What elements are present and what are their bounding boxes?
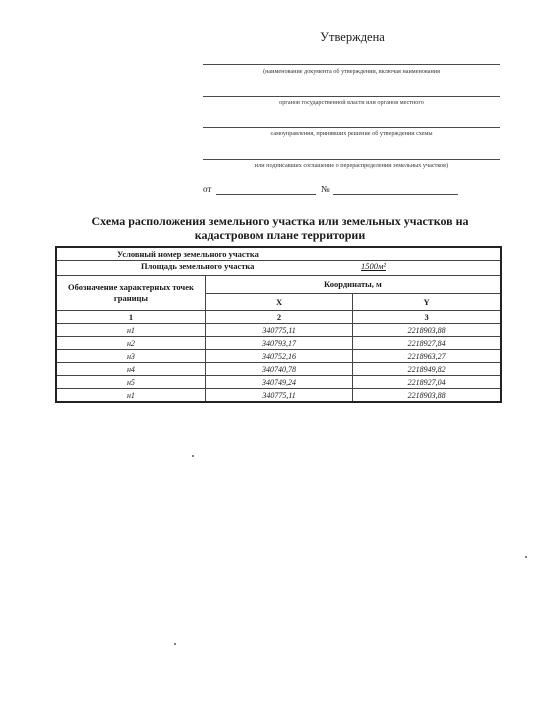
point-cell: н2	[56, 337, 205, 350]
x-cell: 340749,24	[205, 376, 352, 389]
approved-heading: Утверждена	[320, 30, 385, 44]
table-row	[56, 389, 501, 403]
conditional-number-label: Условный номер земельного участка	[56, 247, 501, 261]
point-cell: н1	[56, 324, 205, 337]
point-cell: н4	[56, 363, 205, 376]
approval-line-4	[203, 159, 500, 160]
point-header: Обозначение характерных точек границы	[56, 276, 205, 311]
area-row	[56, 261, 501, 276]
point-cell: н5	[56, 376, 205, 389]
col-number: 1	[56, 311, 205, 324]
number-prefix: №	[321, 184, 330, 194]
scan-speck	[192, 455, 194, 457]
approval-line-3	[203, 127, 500, 128]
date-line	[216, 194, 316, 195]
column-number-row	[56, 311, 501, 324]
header-row-1	[56, 276, 501, 294]
caption-1: (наименование документа об утверждении, включая наименования	[263, 68, 440, 75]
caption-2: органов государственной власти или органов местного	[279, 99, 424, 106]
caption-3: самоуправления, принявших решение об утверждении схемы	[270, 130, 433, 137]
date-number-row	[203, 184, 503, 196]
approval-line-2	[203, 96, 500, 97]
y-cell: 2218927,84	[353, 337, 501, 350]
table-row	[56, 337, 501, 350]
point-cell: н3	[56, 350, 205, 363]
y-cell: 2218927,04	[353, 376, 501, 389]
y-cell: 2218963,27	[353, 350, 501, 363]
table-row	[56, 350, 501, 363]
point-cell: н1	[56, 389, 205, 403]
x-cell: 340740,78	[205, 363, 352, 376]
date-prefix: от	[203, 184, 212, 194]
x-cell: 340775,11	[205, 389, 352, 403]
scan-speck	[525, 556, 527, 558]
caption-4: или подписавших соглашение о перераспределении земельных участков)	[254, 162, 449, 169]
title-line-1: Схема расположения земельного участка или земельных участков на	[91, 214, 469, 228]
col-number: 2	[205, 311, 352, 324]
y-cell: 2218903,88	[353, 324, 501, 337]
scan-speck	[174, 643, 176, 645]
coords-header: Координаты, м	[205, 276, 501, 294]
y-header: Y	[353, 294, 501, 311]
coordinates-table	[55, 246, 502, 403]
document-title	[50, 214, 510, 242]
number-line	[333, 194, 458, 195]
x-cell: 340775,11	[205, 324, 352, 337]
title-line-2: кадастровом плане территории	[194, 228, 366, 242]
table-row	[56, 363, 501, 376]
x-cell: 340752,16	[205, 350, 352, 363]
conditional-number-row	[56, 247, 501, 261]
area-label: Площадь земельного участка	[141, 261, 255, 271]
x-cell: 340793,17	[205, 337, 352, 350]
y-cell: 2218949,82	[353, 363, 501, 376]
area-cell	[56, 261, 501, 276]
table-row	[56, 376, 501, 389]
area-value: 1500м²	[361, 261, 386, 271]
approval-line-1	[203, 64, 500, 65]
col-number: 3	[353, 311, 501, 324]
y-cell: 2218903,88	[353, 389, 501, 403]
table-row	[56, 324, 501, 337]
x-header: X	[205, 294, 352, 311]
